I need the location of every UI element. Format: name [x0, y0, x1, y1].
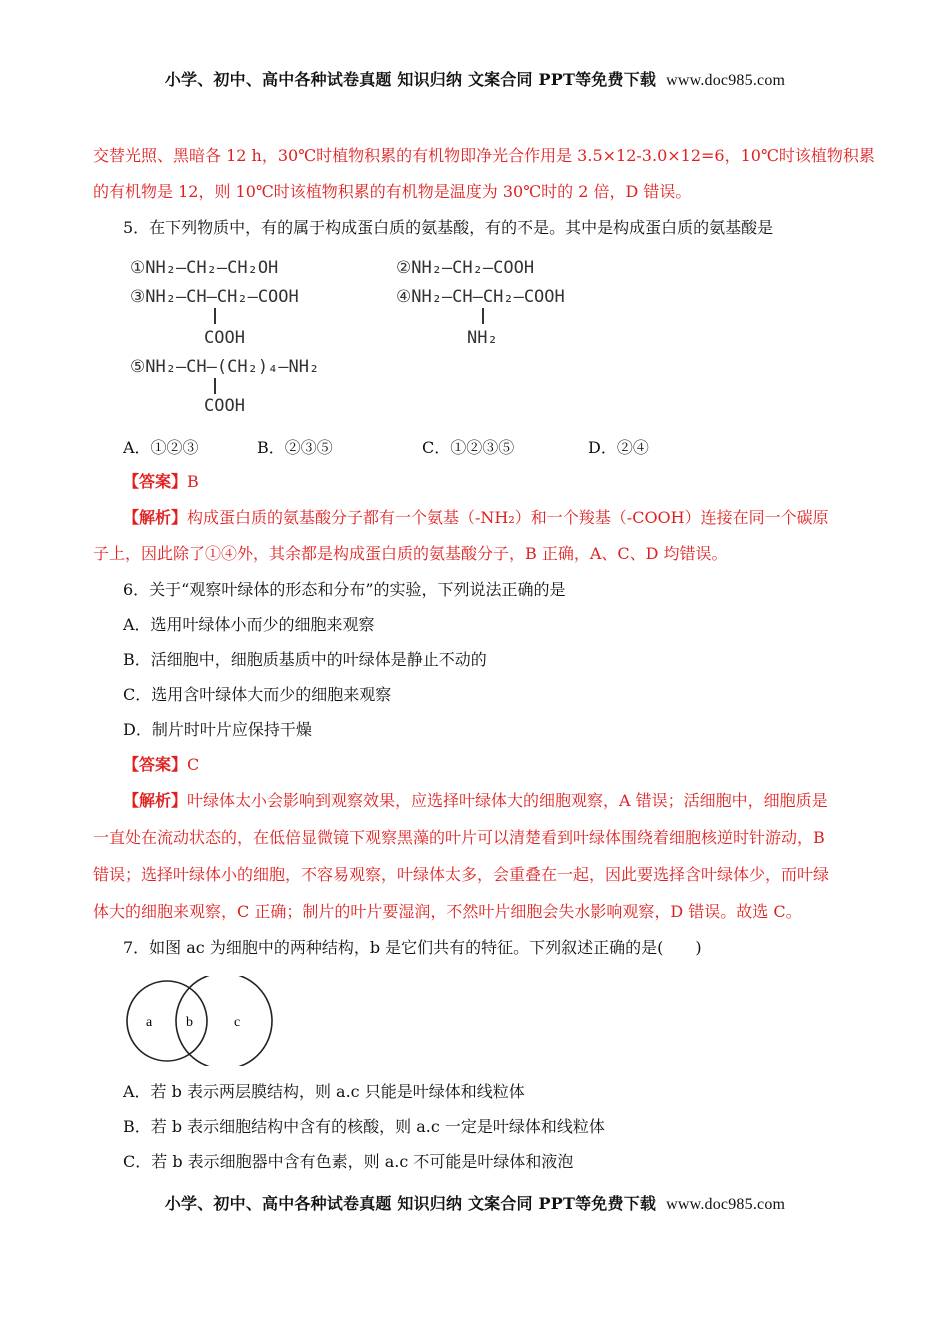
venn-circle-left — [127, 981, 207, 1061]
venn-label-c: c — [234, 1015, 241, 1030]
q5-answer — [123, 472, 913, 492]
q7-option-a: A．若 b 表示两层膜结构，则 a.c 只能是叶绿体和线粒体 — [123, 1082, 525, 1101]
q6-answer — [123, 755, 913, 775]
formula-4: ④NH₂—CH—CH₂—COOH — [396, 287, 565, 307]
intro-line-1: 交替光照、黑暗各 12 h，30℃时植物积累的有机物即净光合作用是 3.5×12-3.0×12=6，10℃时该植物积累 — [93, 146, 875, 165]
q5-analysis-line-1 — [123, 508, 913, 528]
answer-tag: 【答案】 — [123, 755, 188, 774]
q6-option-d: D．制片时叶片应保持干燥 — [123, 720, 312, 739]
venn-diagram — [124, 976, 276, 1066]
intro-line-2: 的有机物是 12，则 10℃时该植物积累的有机物是温度为 30℃时的 2 倍，D 错误。 — [93, 182, 692, 201]
q5-option-d: D．②④ — [588, 438, 649, 457]
q6-option-b: B．活细胞中，细胞质基质中的叶绿体是静止不动的 — [123, 650, 487, 669]
page-header — [0, 67, 950, 90]
q7-option-c: C．若 b 表示细胞器中含有色素，则 a.c 不可能是叶绿体和液泡 — [123, 1152, 574, 1171]
analysis-tag: 【解析】 — [123, 508, 188, 527]
footer-site[interactable]: www.doc985.com — [666, 1196, 786, 1213]
formula-1: ①NH₂—CH₂—CH₂OH — [130, 258, 279, 278]
formula-5: ⑤NH₂—CH—(CH₂)₄—NH₂ — [130, 357, 320, 377]
venn-label-b: b — [186, 1015, 193, 1030]
formula-3-bond — [214, 308, 216, 324]
analysis-text: 叶绿体太小会影响到观察效果，应选择叶绿体大的细胞观察，A 错误；活细胞中，细胞质是 — [187, 791, 828, 810]
q6-analysis-line-3: 错误；选择叶绿体小的细胞，不容易观察，叶绿体太多，会重叠在一起，因此要选择含叶绿体少，而叶绿 — [93, 865, 830, 884]
header-title: 小学、初中、高中各种试卷真题 知识归纳 文案合同 PPT等免费下载 — [164, 70, 657, 89]
formula-2: ②NH₂—CH₂—COOH — [396, 258, 535, 278]
formula-5-bond — [214, 378, 216, 394]
q5-option-a: A．①②③ — [123, 438, 199, 457]
q6-analysis-line-2: 一直处在流动状态的，在低倍显微镜下观察黑藻的叶片可以清楚看到叶绿体围绕着细胞核逆时针游动，B — [93, 828, 825, 847]
q5-stem: 5．在下列物质中，有的属于构成蛋白质的氨基酸，有的不是。其中是构成蛋白质的氨基酸是 — [123, 218, 774, 237]
q5-option-c: C．①②③⑤ — [422, 438, 515, 457]
formula-3-sub: COOH — [204, 328, 245, 348]
q6-option-c: C．选用含叶绿体大而少的细胞来观察 — [123, 685, 392, 704]
q6-analysis-line-4: 体大的细胞来观察，C 正确；制片的叶片要湿润，不然叶片细胞会失水影响观察，D 错误。故选 C。 — [93, 902, 802, 921]
q7-stem: 7．如图 ac 为细胞中的两种结构，b 是它们共有的特征。下列叙述正确的是( ) — [123, 938, 702, 957]
answer-value: C — [187, 755, 200, 774]
q6-option-a: A．选用叶绿体小而少的细胞来观察 — [123, 615, 375, 634]
footer-title: 小学、初中、高中各种试卷真题 知识归纳 文案合同 PPT等免费下载 — [164, 1194, 657, 1213]
q6-stem: 6．关于“观察叶绿体的形态和分布”的实验，下列说法正确的是 — [123, 580, 566, 599]
q5-option-b: B．②③⑤ — [257, 438, 333, 457]
venn-label-a: a — [146, 1015, 153, 1030]
formula-4-sub: NH₂ — [467, 328, 498, 348]
answer-value: B — [187, 472, 199, 491]
answer-tag: 【答案】 — [123, 472, 188, 491]
analysis-text: 构成蛋白质的氨基酸分子都有一个氨基（-NH₂）和一个羧基（-COOH）连接在同一个碳原 — [187, 508, 829, 527]
q5-analysis-line-2: 子上，因此除了①④外，其余都是构成蛋白质的氨基酸分子，B 正确，A、C、D 均错误。 — [93, 544, 728, 563]
q6-analysis-line-1 — [123, 791, 913, 811]
page-footer — [0, 1191, 950, 1214]
q7-option-b: B．若 b 表示细胞结构中含有的核酸，则 a.c 一定是叶绿体和线粒体 — [123, 1117, 605, 1136]
analysis-tag: 【解析】 — [123, 791, 188, 810]
formula-5-sub: COOH — [204, 396, 245, 416]
formula-4-bond — [482, 308, 484, 324]
header-site[interactable]: www.doc985.com — [666, 72, 786, 89]
formula-3: ③NH₂—CH—CH₂—COOH — [130, 287, 299, 307]
